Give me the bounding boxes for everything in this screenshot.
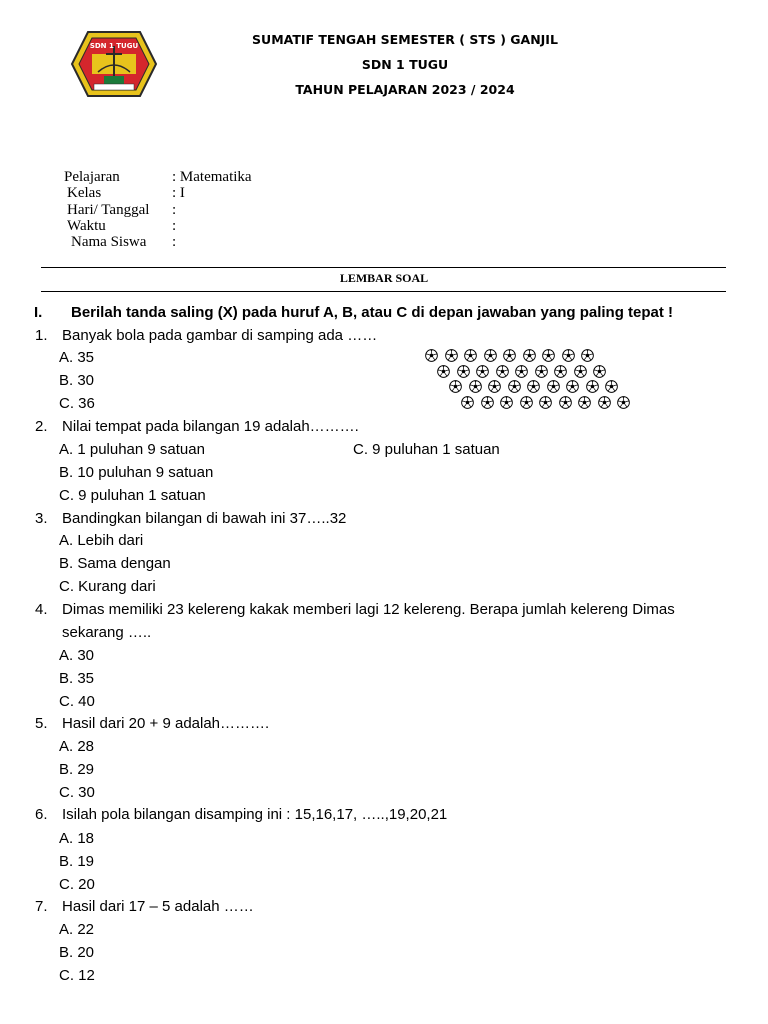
option-a: A. 28	[59, 738, 95, 755]
section-title: LEMBAR SOAL	[339, 271, 429, 285]
info-value-name: :	[172, 234, 177, 250]
option-b: B. 29	[59, 761, 95, 778]
info-label-class: Kelas	[67, 185, 102, 201]
option-a: A. 30	[59, 647, 95, 664]
question-4	[0, 601, 768, 619]
soccer-ball-icon	[559, 396, 572, 409]
soccer-ball-icon	[469, 380, 482, 393]
info-value-class: : I	[172, 185, 185, 201]
soccer-ball-icon	[496, 365, 509, 378]
option-a: A. 22	[59, 921, 95, 938]
soccer-ball-icon	[481, 396, 494, 409]
option-a: A. Lebih dari	[59, 532, 144, 549]
soccer-ball-icon	[476, 365, 489, 378]
question-text: Bandingkan bilangan di bawah ini 37…..32	[62, 510, 347, 527]
info-label-date: Hari/ Tanggal	[67, 202, 150, 218]
soccer-ball-icon	[586, 380, 599, 393]
soccer-ball-icon	[449, 380, 462, 393]
student-info	[0, 169, 400, 259]
question-text: Dimas memiliki 23 kelereng kakak memberi lagi 12 kelereng. Berapa jumlah kelereng Dimas	[62, 601, 675, 618]
question-number: 3.	[35, 510, 48, 527]
option-c: C. 40	[59, 693, 95, 710]
soccer-ball-icon	[461, 396, 474, 409]
soccer-ball-icon	[562, 349, 575, 362]
soccer-ball-icon	[464, 349, 477, 362]
info-label-time: Waktu	[67, 218, 106, 234]
option-b: B. Sama dengan	[59, 555, 171, 572]
soccer-ball-icon	[500, 396, 513, 409]
option-c: C. 12	[59, 967, 95, 984]
question-3	[0, 510, 768, 528]
info-label-name: Nama Siswa	[71, 234, 147, 250]
soccer-ball-icon	[520, 396, 533, 409]
soccer-ball-icon	[554, 365, 567, 378]
soccer-ball-icon	[523, 349, 536, 362]
option-a: A. 35	[59, 349, 95, 366]
instruction-text: Berilah tanda saling (X) pada huruf A, B, atau C di depan jawaban yang paling tepat !	[71, 304, 674, 321]
soccer-ball-icon	[515, 365, 528, 378]
soccer-ball-icon	[566, 380, 579, 393]
divider-bottom	[41, 291, 726, 292]
info-value-date: :	[172, 202, 177, 218]
question-text: Banyak bola pada gambar di samping ada ……	[62, 327, 378, 344]
option-c: C. 9 puluhan 1 satuan	[59, 487, 206, 504]
header-school-year: TAHUN PELAJARAN 2023 / 2024	[295, 82, 515, 97]
soccer-ball-icon	[527, 380, 540, 393]
soccer-ball-icon	[484, 349, 497, 362]
soccer-ball-icon	[581, 349, 594, 362]
info-value-time: :	[172, 218, 177, 234]
header-title: SUMATIF TENGAH SEMESTER ( STS ) GANJIL	[252, 32, 558, 47]
school-emblem-icon	[70, 28, 158, 100]
question-text: Hasil dari 20 + 9 adalah……….	[62, 715, 270, 732]
soccer-ball-icon	[598, 396, 611, 409]
question-number: 4.	[35, 601, 48, 618]
divider-top	[41, 267, 726, 268]
question-5	[0, 715, 768, 733]
question-text: Nilai tempat pada bilangan 19 adalah……….	[62, 418, 359, 435]
question-number: 2.	[35, 418, 48, 435]
soccer-ball-icon	[508, 380, 521, 393]
soccer-ball-icon	[542, 349, 555, 362]
option-c: C. 20	[59, 876, 95, 893]
soccer-ball-icon	[574, 365, 587, 378]
school-logo	[70, 28, 158, 100]
question-7	[0, 898, 768, 916]
soccer-ball-icon	[539, 396, 552, 409]
option-b: B. 10 puluhan 9 satuan	[59, 464, 214, 481]
soccer-ball-icon	[535, 365, 548, 378]
option-b: B. 30	[59, 372, 95, 389]
option-b: B. 19	[59, 853, 95, 870]
option-c: C. 36	[59, 395, 95, 412]
info-value-subject: : Matematika	[172, 169, 252, 185]
instruction-number: I.	[34, 304, 43, 321]
question-2	[0, 418, 768, 436]
soccer-ball-icon	[578, 396, 591, 409]
option-b: B. 35	[59, 670, 95, 687]
option-c: C. 30	[59, 784, 95, 801]
soccer-ball-icon	[547, 380, 560, 393]
option-c-alt: C. 9 puluhan 1 satuan	[353, 441, 500, 458]
soccer-ball-icon	[445, 349, 458, 362]
soccer-ball-icon	[437, 365, 450, 378]
soccer-ball-icon	[425, 349, 438, 362]
soccer-ball-icon	[457, 365, 470, 378]
question-text: Isilah pola bilangan disamping ini : 15,16,17, …..,19,20,21	[62, 806, 448, 823]
soccer-ball-icon	[605, 380, 618, 393]
soccer-ball-icon	[593, 365, 606, 378]
question-6	[0, 806, 768, 824]
option-b: B. 20	[59, 944, 95, 961]
soccer-ball-icon	[617, 396, 630, 409]
info-label-subject: Pelajaran	[64, 169, 120, 185]
option-a: A. 18	[59, 830, 95, 847]
question-number: 5.	[35, 715, 48, 732]
svg-text:SDN 1 TUGU: SDN 1 TUGU	[89, 42, 139, 50]
header-school-name: SDN 1 TUGU	[361, 57, 449, 72]
soccer-ball-icon	[503, 349, 516, 362]
question-number: 1.	[35, 327, 48, 344]
option-a: A. 1 puluhan 9 satuan	[59, 441, 205, 458]
question-1	[0, 327, 768, 345]
option-c: C. Kurang dari	[59, 578, 156, 595]
soccer-ball-icon	[488, 380, 501, 393]
question-text-continued: sekarang …..	[62, 624, 152, 641]
question-text: Hasil dari 17 – 5 adalah ……	[62, 898, 254, 915]
question-number: 6.	[35, 806, 48, 823]
question-number: 7.	[35, 898, 48, 915]
